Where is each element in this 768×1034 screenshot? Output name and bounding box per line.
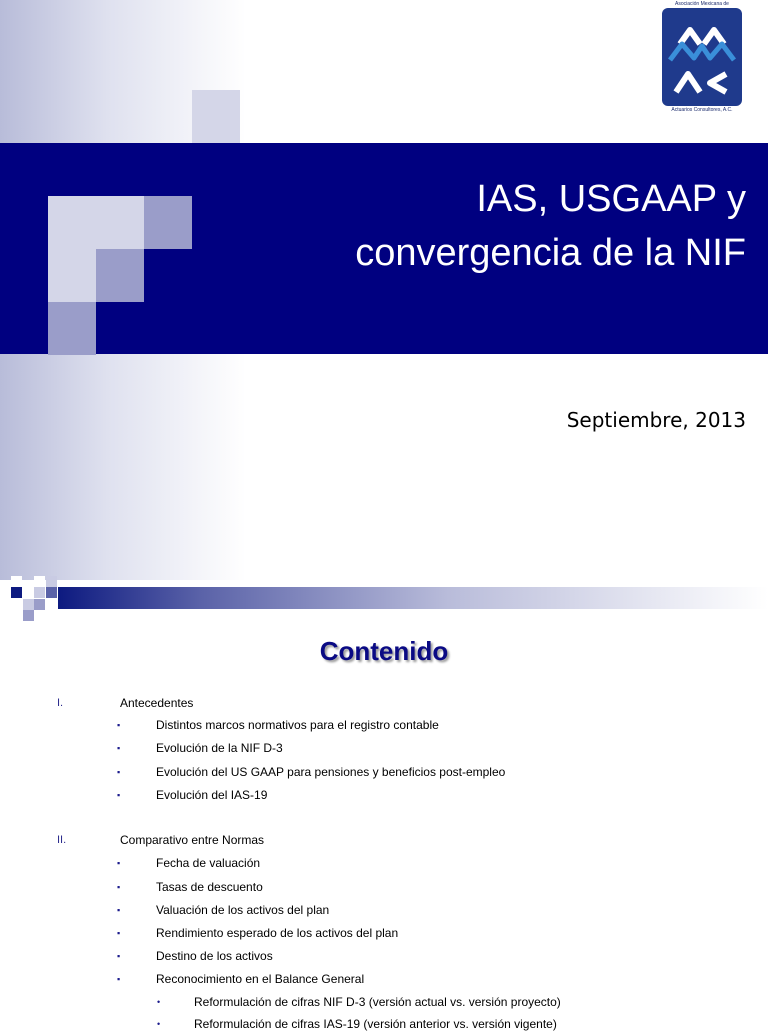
list-item-text: Valuación de los activos del plan [156, 903, 330, 917]
sub-list-item-text: Reformulación de cifras NIF D-3 (versión actual vs. versión proyecto) [194, 995, 561, 1009]
deco-square [34, 599, 45, 610]
deco-square [192, 90, 240, 143]
bullet-icon: ▪ [117, 974, 121, 984]
list-item-text: Reconocimiento en el Balance General [156, 972, 365, 986]
deco-square [96, 249, 144, 302]
slide-date: Septiembre, 2013 [566, 408, 746, 432]
list-item-text: Evolución del US GAAP para pensiones y beneficios post-empleo [156, 765, 506, 779]
list-item-text: Rendimiento esperado de los activos del plan [156, 926, 399, 940]
header-strip [58, 587, 768, 609]
deco-square [34, 587, 45, 598]
bullet-icon: ▪ [117, 882, 121, 892]
bullet-icon: ▪ [117, 928, 121, 938]
deco-square [96, 196, 144, 249]
deco-square [48, 249, 96, 302]
list-item-text: Fecha de valuación [156, 856, 261, 870]
deco-square [23, 599, 34, 610]
bullet-icon: ▪ [117, 743, 121, 753]
deco-square [11, 576, 22, 587]
logo-top-text: Asociación Mexicana de [675, 1, 729, 7]
section-title: Comparativo entre Normas [120, 833, 265, 847]
deco-square [46, 576, 57, 587]
list-item-text: Distintos marcos normativos para el registro contable [156, 718, 439, 732]
sub-bullet-icon: • [157, 997, 161, 1007]
deco-square [23, 610, 34, 621]
section-title: Antecedentes [120, 696, 194, 710]
bullet-icon: ▪ [117, 767, 121, 777]
section-numeral: I. [57, 697, 64, 709]
organization-logo [656, 0, 748, 116]
contents-heading: Contenido [319, 636, 449, 666]
slide-title-line2: convergencia de la NIF [355, 232, 746, 274]
deco-square [48, 196, 96, 249]
logo-bottom-text: Actuarios Consultores, A.C. [671, 107, 733, 113]
deco-square [46, 587, 57, 598]
deco-square [48, 302, 96, 355]
section-numeral: II. [57, 834, 67, 846]
slide-title [146, 172, 746, 280]
deco-square [11, 587, 22, 598]
bullet-icon: ▪ [117, 790, 121, 800]
amac-logo-icon [662, 8, 742, 106]
sub-bullet-icon: • [157, 1019, 161, 1029]
slide-title-line1: IAS, USGAAP y [476, 178, 746, 220]
list-item-text: Tasas de descuento [156, 880, 263, 894]
deco-square [34, 576, 45, 587]
bullet-icon: ▪ [117, 951, 121, 961]
list-item-text: Destino de los activos [156, 949, 273, 963]
list-item-text: Evolución de la NIF D-3 [156, 741, 283, 755]
bullet-icon: ▪ [117, 905, 121, 915]
list-item-text: Evolución del IAS-19 [156, 788, 268, 802]
sub-list-item-text: Reformulación de cifras IAS-19 (versión anterior vs. versión vigente) [194, 1017, 557, 1031]
bullet-icon: ▪ [117, 858, 121, 868]
bullet-icon: ▪ [117, 720, 121, 730]
